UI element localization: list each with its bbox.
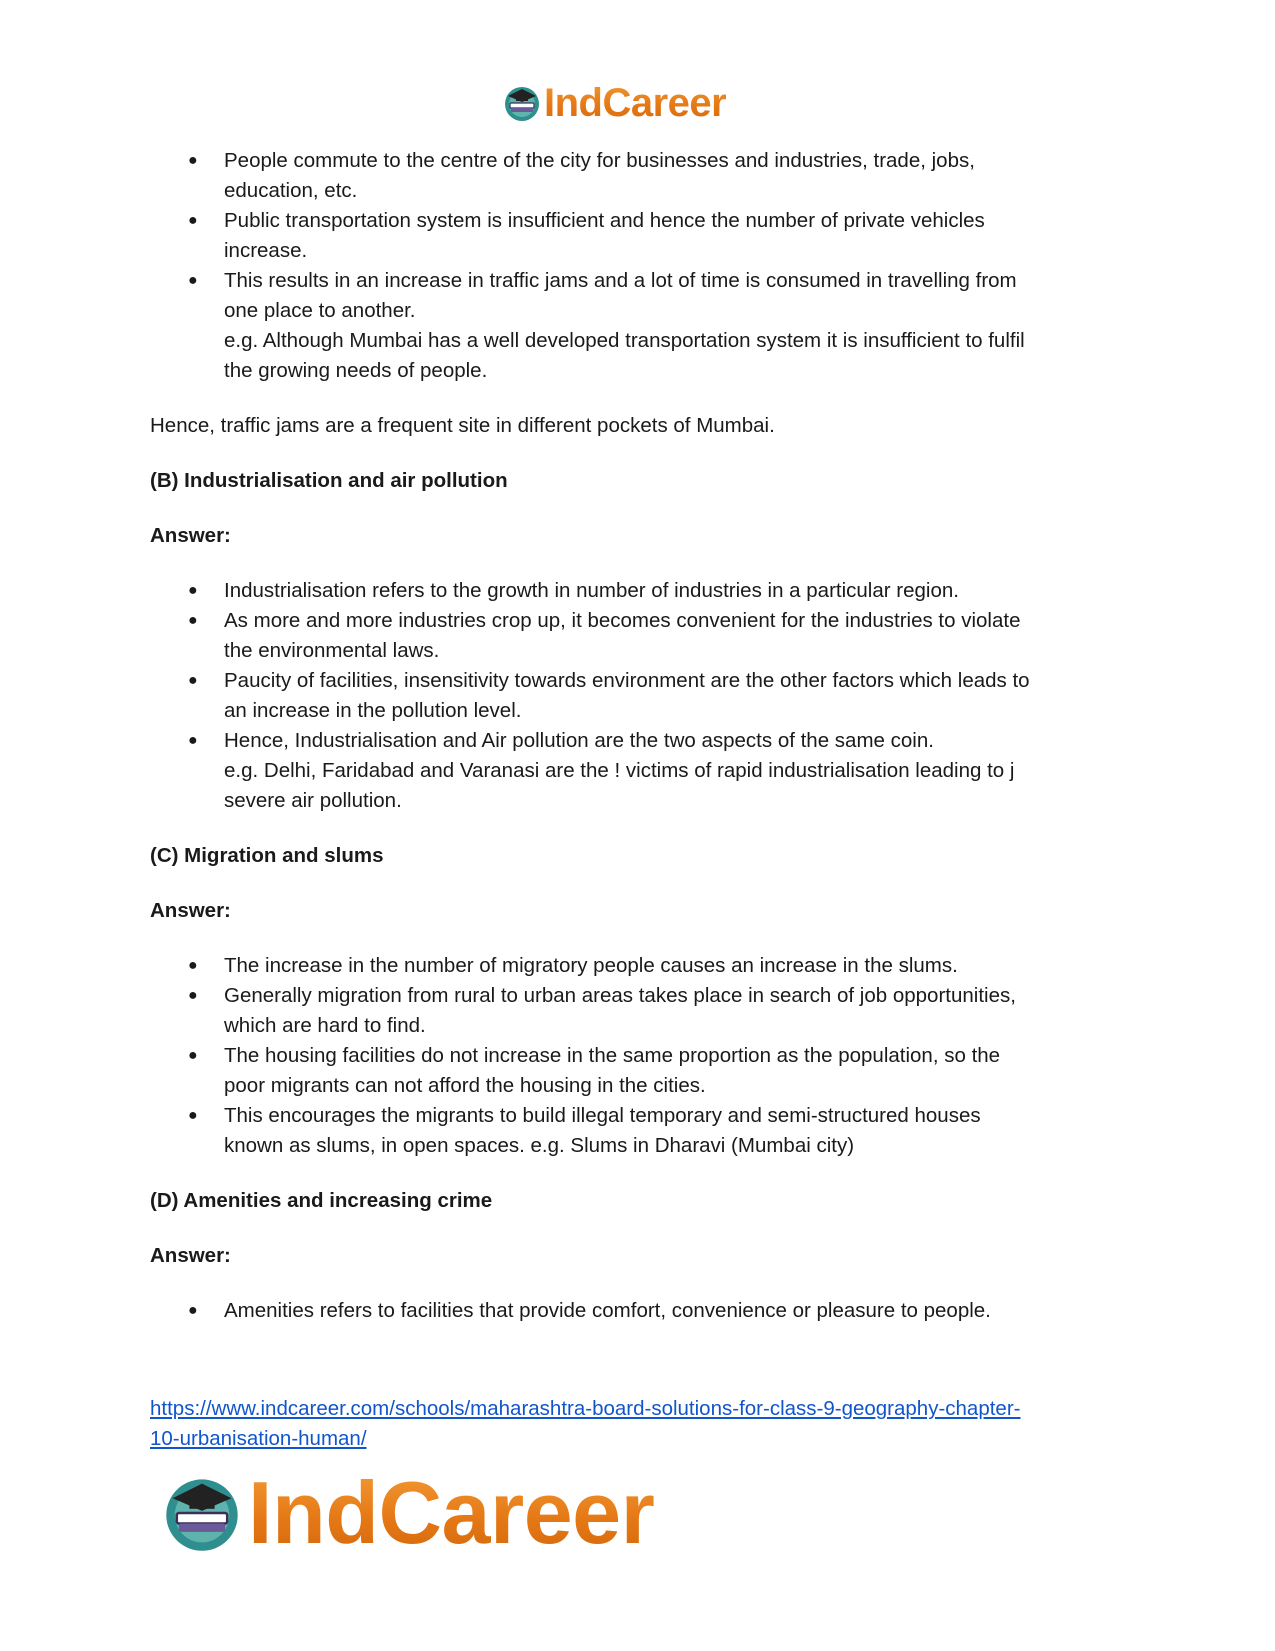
section-b-answer-label: Answer: bbox=[150, 524, 231, 547]
list-item: ● Generally migration from rural to urban areas takes place in search of job opportunities, which are hard to find. bbox=[150, 981, 1135, 1041]
list-item: ● The housing facilities do not increase in the same proportion as the population, so the poor migrants can not afford the housing in the cities. bbox=[150, 1041, 1135, 1101]
graduation-cap-book-globe-icon bbox=[502, 83, 542, 123]
list-item: ● The increase in the number of migratory people causes an increase in the slums. bbox=[150, 951, 1135, 981]
bullet-dot: ● bbox=[188, 732, 198, 749]
list-item: ● Industrialisation refers to the growth in number of industries in a particular region. bbox=[150, 576, 1135, 606]
list-item: ● Amenities refers to facilities that provide comfort, convenience or pleasure to people. bbox=[150, 1296, 1135, 1326]
brand-name: IndCareer bbox=[544, 81, 727, 125]
bullet-dot: ● bbox=[188, 957, 198, 974]
list-item: ● As more and more industries crop up, it becomes convenient for the industries to violate the environmental laws. bbox=[150, 606, 1135, 666]
list-item: ● This results in an increase in traffic jams and a lot of time is consumed in travelling from one place to another. e.g. Although Mumbai has a well developed transportation system it is insufficient to fulfil the growing needs of people. bbox=[150, 266, 1135, 386]
bullet-dot: ● bbox=[188, 582, 198, 599]
section-a-bullets bbox=[150, 146, 1135, 386]
footer-logo bbox=[160, 1463, 655, 1562]
section-d-bullets bbox=[150, 1296, 1135, 1326]
section-b-heading: (B) Industrialisation and air pollution bbox=[150, 469, 508, 492]
bullet-dot: ● bbox=[188, 152, 198, 169]
bullet-dot: ● bbox=[188, 1107, 198, 1124]
header-logo bbox=[502, 80, 726, 126]
bullet-dot: ● bbox=[188, 272, 198, 289]
list-item: ● Paucity of facilities, insensitivity towards environment are the other factors which leads to an increase in the pollution level. bbox=[150, 666, 1135, 726]
section-b-bullets bbox=[150, 576, 1135, 816]
list-item: ● Hence, Industrialisation and Air pollution are the two aspects of the same coin. e.g. Delhi, Faridabad and Varanasi are the ! victims of rapid industrialisation leading to j severe air pollution. bbox=[150, 726, 1135, 816]
section-a-conclusion: Hence, traffic jams are a frequent site in different pockets of Mumbai. bbox=[150, 414, 775, 437]
bullet-dot: ● bbox=[188, 212, 198, 229]
bullet-dot: ● bbox=[188, 612, 198, 629]
bullet-dot: ● bbox=[188, 672, 198, 689]
list-item: ● Public transportation system is insufficient and hence the number of private vehicles increase. bbox=[150, 206, 1135, 266]
bullet-dot: ● bbox=[188, 1302, 198, 1319]
list-item: ● People commute to the centre of the city for businesses and industries, trade, jobs, education, etc. bbox=[150, 146, 1135, 206]
list-item: ● This encourages the migrants to build illegal temporary and semi-structured houses known as slums, in open spaces. e.g. Slums in Dharavi (Mumbai city) bbox=[150, 1101, 1135, 1161]
section-c-heading: (C) Migration and slums bbox=[150, 844, 384, 867]
graduation-cap-book-globe-icon bbox=[160, 1471, 244, 1555]
section-d-heading: (D) Amenities and increasing crime bbox=[150, 1189, 493, 1212]
section-c-bullets bbox=[150, 951, 1135, 1161]
section-c-answer-label: Answer: bbox=[150, 899, 231, 922]
bullet-dot: ● bbox=[188, 1047, 198, 1064]
bullet-dot: ● bbox=[188, 987, 198, 1004]
source-link[interactable]: https://www.indcareer.com/schools/maharashtra-board-solutions-for-class-9-geography-chapter- 10-urbanisation-human/ bbox=[150, 1397, 1021, 1450]
section-d-answer-label: Answer: bbox=[150, 1244, 231, 1267]
brand-name: IndCareer bbox=[248, 1463, 655, 1562]
document-body bbox=[150, 146, 1135, 1326]
